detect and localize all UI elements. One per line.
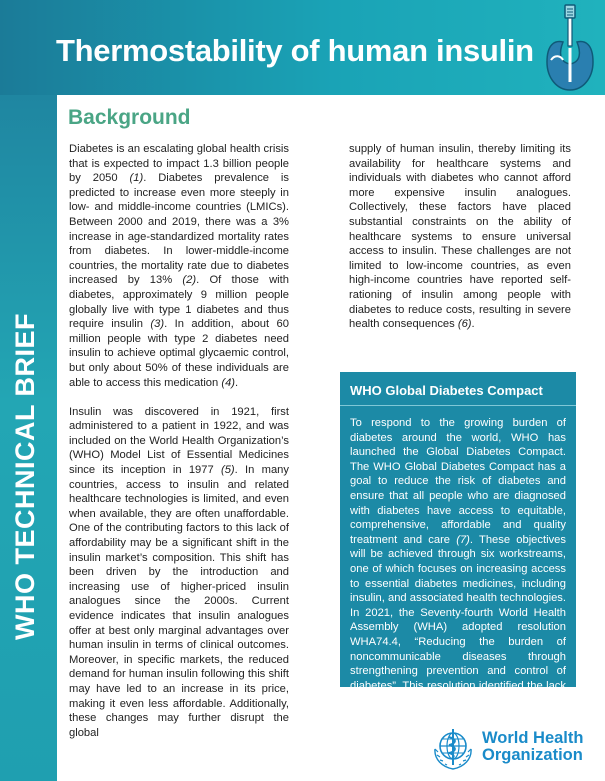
who-emblem-icon — [430, 725, 476, 771]
background-heading: Background — [68, 106, 191, 129]
who-logo-line1: World Health — [482, 729, 584, 747]
who-logo-text — [482, 730, 583, 764]
citation: (2) — [182, 274, 197, 287]
compact-title: WHO Global Diabetes Compact — [350, 383, 543, 398]
paragraph: supply of human insulin, thereby limiting its availability for healthcare systems and individuals with diabetes who cannot afford more expensive insulin analogues. Collectively, these factors have placed substantial constraints on the ability of healthcare systems to ensure universal access to insulin. These challenges are not limited to low-income countries, as even high-income countries have reported self-rationing of insulin among people with diabetes to reduce costs, resulting in severe health consequences (6). — [349, 143, 571, 331]
citation: (3) — [150, 318, 165, 331]
who-logo — [430, 725, 600, 775]
sidebar-band — [0, 95, 57, 781]
right-column-text — [349, 142, 571, 332]
citation: (4) — [221, 376, 236, 389]
paragraph: Diabetes is an escalating global health crisis that is expected to impact 1.3 billion people by 2050 (1). Diabetes prevalence is predicted to increase even more steeply in low- and middle-income countries (LMICs). Between 2000 and 2019, there was a 3% increase in age-standardized mortality rates from diabetes. In lower-middle-income countries, the mortality rate due to diabetes increased by 13% (2). Of those with diabetes, approximately 9 million people globally live with type 1 diabetes and thus require insulin (3). In addition, about 60 million people with type 2 diabetes need insulin to achieve optimal glycaemic control, but only about 50% of these individuals are able to access this medication (4). — [69, 143, 289, 389]
insulin-vial-icon — [537, 2, 603, 94]
content-panel — [57, 95, 605, 781]
citation: (1) — [129, 172, 144, 185]
citation: (6) — [457, 318, 472, 331]
paragraph: Insulin was discovered in 1921, first administered to a patient in 1922, and was included on the World Health Organization’s (WHO) Model List of Essential Medicines since its inception in 1977 (5). In many countries, access to insulin and related healthcare technologies is limited, and even when available, they are often unaffordable. One of the contributing factors to this lack of affordability may be a significant shift in the insulin market’s composition. This shift has been driven by the introduction and increasing use of higher-priced insulin analogues since the 2000s. Current evidence indicates that insulin analogues offer at best only marginal advantages over human insulin in terms of clinical outcomes. Moreover, in specific markets, the reduced demand for human insulin following this shift may have led to an increase in its price, making it even less affordable. Additionally, these changes may further disrupt the global — [69, 405, 289, 739]
header-banner — [0, 0, 605, 95]
global-diabetes-compact-box — [340, 372, 576, 721]
left-column-text — [69, 142, 289, 775]
compact-divider — [340, 405, 576, 406]
page-title: Thermostability of human insulin — [56, 33, 534, 68]
citation: (5) — [220, 464, 235, 477]
technical-brief-label: WHO TECHNICAL BRIEF — [10, 313, 40, 640]
who-logo-line2: Organization — [482, 746, 583, 764]
compact-body-text: To respond to the growing burden of diabetes around the world, WHO has launched the Global Diabetes Compact. The WHO Global Diabetes Compact has a goal to reduce the risk of diabetes and ensure that all people who are diagnosed with diabetes have access to equitable, comprehensive, affordable and quality treatment and care (7). These objectives will be achieved through six workstreams, one of which focuses on increasing access to essential diabetes medicines, including insulin, and associated health technologies. In 2021, the Seventy-fourth World Health Assembly (WHA) adopted resolution WHA74.4, “Reducing the burden of noncommunicable diseases through strengthening prevention and control of diabetes”. This resolution identified the lack of affordability of insulins as one of the main barriers to access (8). — [350, 417, 567, 721]
citation: (7) — [456, 533, 470, 546]
citation: (8) — [468, 708, 483, 721]
